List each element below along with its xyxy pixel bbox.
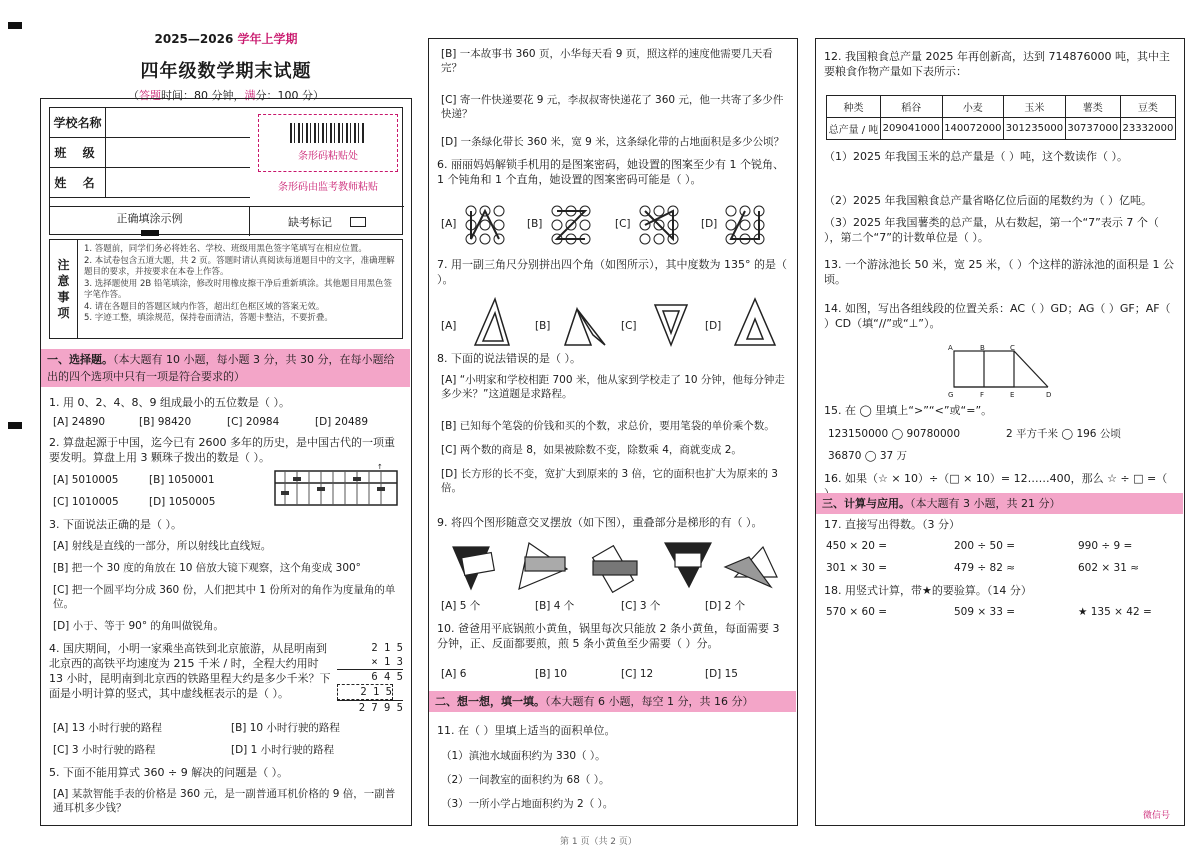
- question-1: 1. 用 0、2、4、8、9 组成最小的五位数是（ ）。: [49, 396, 290, 409]
- point-label: B: [980, 344, 985, 352]
- svg-text:↑: ↑: [377, 463, 383, 471]
- q8-option-d[interactable]: [D] 长方形的长不变，宽扩大到原来的 3 倍，它的面积也扩大为原来的 3 倍。: [441, 468, 778, 494]
- question-11: 11. 在（ ）里填上适当的面积单位。: [437, 724, 616, 737]
- absent-checkbox[interactable]: [350, 217, 366, 227]
- school-row: [50, 108, 250, 138]
- calc-line: 6 4 5: [371, 671, 403, 683]
- table-cell: 玉米: [1004, 96, 1066, 118]
- q6-option-a[interactable]: [A]: [441, 218, 457, 230]
- registration-mark: [8, 22, 22, 29]
- note-item: 4. 请在各题目的答题区域内作答，超出红色框区域的答案无效。: [84, 301, 325, 312]
- table-cell: 209041000: [880, 118, 942, 140]
- question-16: 16. 如果（☆ × 10）÷（□ × 10）= 12……400，那么 ☆ ÷ □ =（: [824, 472, 1168, 485]
- note-item: 5. 字迹工整，填涂规范，保持卷面清洁，答题卡整洁，不要折叠。: [84, 313, 333, 323]
- q18-item: 570 × 60 =: [826, 606, 888, 618]
- q9-option-b[interactable]: [B] 4 个: [535, 600, 575, 612]
- table-cell: 稻谷: [880, 96, 942, 118]
- q17-item: 200 ÷ 50 =: [954, 540, 1016, 552]
- section-desc: （本大题有 6 小题，每空 1 分，共 16 分）: [545, 695, 754, 708]
- q2-option-d[interactable]: [D] 1050005: [149, 496, 216, 508]
- grain-table: [826, 95, 1176, 140]
- q11-item: （2）一间教室的面积约为 68（ ）。: [441, 774, 610, 786]
- q17-item: 450 × 20 =: [826, 540, 888, 552]
- question-9: 9. 将四个图形随意交叉摆放（如下图），重叠部分是梯形的有（ ）。: [437, 516, 763, 529]
- note-item: 3. 选择题使用 2B 铅笔填涂，修改时用橡皮擦干净后重新填涂。其他题目用黑色签字笔作答。: [84, 278, 392, 300]
- year-prefix: 2025—2026: [154, 32, 234, 46]
- q7-option-d[interactable]: [D]: [705, 320, 722, 332]
- abacus-icon: [273, 463, 399, 509]
- overlap-figures: [449, 539, 779, 595]
- q3-option-b[interactable]: [B] 把一个 30 度的角放在 10 倍放大镜下观察，这个角变成 300°: [53, 562, 361, 574]
- table-cell: 301235000: [1004, 118, 1066, 140]
- notes-char: 事: [57, 290, 70, 304]
- question-6: 6. 丽丽妈妈解锁手机用的是图案密码，她设置的图案至少有 1 个锐角、1 个钝角和 1 个直角，她设置的图案密码可能是（ ）。: [437, 158, 784, 186]
- section-2-header: [429, 691, 796, 712]
- q15-item: 123150000 ◯ 90780000: [828, 428, 960, 440]
- q10-option-a[interactable]: [A] 6: [441, 668, 467, 680]
- question-8: 8. 下面的说法错误的是（ ）。: [437, 352, 581, 365]
- school-year: [40, 30, 412, 47]
- year-suffix: 学年上学期: [237, 32, 298, 46]
- q11-item: （3）一所小学占地面积约为 2（ ）。: [441, 798, 614, 810]
- q8-option-b[interactable]: [B] 已知每个笔袋的价钱和买的个数，求总价，要用笔袋的单价乘个数。: [441, 420, 775, 432]
- q4-option-b[interactable]: [B] 10 小时行驶的路程: [231, 722, 340, 734]
- q17-item: 602 × 31 ≈: [1078, 562, 1140, 574]
- q10-option-d[interactable]: [D] 15: [705, 668, 738, 680]
- point-label: A: [948, 344, 953, 352]
- question-18: 18. 用竖式计算，带★的要验算。（14 分）: [824, 584, 1032, 597]
- table-row: [827, 118, 1176, 140]
- student-info-box: [49, 107, 403, 235]
- page-number: 第 1 页（共 2 页）: [560, 837, 637, 847]
- q4-vertical-calc: [337, 641, 403, 715]
- column-3: [815, 38, 1185, 826]
- notes-list: [84, 244, 398, 325]
- section-3-header: [816, 493, 1183, 514]
- calc-line: 2 1 5: [371, 642, 403, 654]
- column-1: [40, 98, 412, 826]
- note-item: 1. 答题前，同学们务必将姓名、学校、班级用黑色签字笔填写在相应位置。: [84, 244, 367, 254]
- q18-item: ★ 135 × 42 =: [1078, 606, 1152, 618]
- section-desc: （本大题有 10 小题，每小题 3 分，共 30 分，在每小题给出的四个选项中只有一项是符合要求的）: [47, 353, 395, 383]
- question-10: 10. 爸爸用平底锅煎小黄鱼，锅里每次只能放 2 条小黄鱼，每面需要 3 分钟，正、反面都要煎，煎 5 条小黄鱼至少需要（ ）分。: [437, 622, 780, 650]
- fill-example: [50, 206, 250, 236]
- exam-meta: （答题时间：80 分钟，满分：100 分）: [128, 89, 324, 102]
- absent-mark: [250, 206, 404, 236]
- q5-option-a[interactable]: [A] 某款智能手表的价格是 360 元，是一副普通耳机价格的 9 倍，一副普通耳机多少钱？: [53, 788, 396, 814]
- q12-sub-3: （3）2025 年我国薯类的总产量，从右数起，第一个“7”表示 7 个（ ），第二个“7”的计数单位是（ ）。: [824, 216, 1159, 244]
- time-value: 时间：80 分钟，: [161, 89, 245, 102]
- section-title: 二、想一想，填一填。: [435, 695, 545, 708]
- table-cell: 豆类: [1120, 96, 1175, 118]
- calc-line: 2 1 5: [337, 684, 393, 700]
- class-row: [50, 138, 250, 168]
- q2-option-b[interactable]: [B] 1050001: [149, 474, 215, 486]
- name-row: [50, 168, 250, 198]
- notes-label: [50, 240, 78, 338]
- section-title: 三、计算与应用。: [822, 497, 910, 510]
- registration-mark: [8, 422, 22, 429]
- section-desc: （本大题有 3 小题，共 21 分）: [910, 497, 1061, 510]
- absent-label: 缺考标记: [288, 215, 332, 229]
- question-2: 2. 算盘起源于中国，迄今已有 2600 多年的历史，是中国古代的一项重要发明。算盘上用 3 颗珠子拨出的数是（ ）。: [49, 436, 395, 464]
- time-label: 答题: [139, 89, 161, 102]
- q2-option-c[interactable]: [C] 1010005: [53, 496, 119, 508]
- note-item: 2. 本试卷包含五道大题，共 2 页。答题时请认真阅读每道题目中的文字，准确理解题目的要求，并按要求在本卷上作答。: [84, 255, 395, 277]
- calc-line: × 1 3: [337, 655, 403, 670]
- class-label: 班 级: [50, 138, 106, 167]
- point-label: F: [980, 391, 985, 399]
- q1-option-a[interactable]: [A] 24890: [53, 416, 106, 428]
- question-15: 15. 在 ◯ 里填上“>”“<”或“=”。: [824, 404, 993, 417]
- fill-example-label: 正确填涂示例: [116, 212, 183, 225]
- q6-option-d[interactable]: [D]: [701, 218, 718, 230]
- q8-option-c[interactable]: [C] 两个数的商是 8，如果被除数不变，除数乘 4，商就变成 2。: [441, 444, 742, 456]
- score-label: 满: [244, 89, 256, 102]
- table-cell: 薯类: [1065, 96, 1120, 118]
- calc-line: 2 7 9 5: [337, 700, 403, 715]
- section-title: 一、选择题。: [47, 353, 113, 366]
- q4-option-d[interactable]: [D] 1 小时行驶的路程: [231, 744, 335, 756]
- column-2: [428, 38, 798, 826]
- notes-char: 注: [57, 258, 70, 272]
- point-label: E: [1010, 391, 1015, 399]
- barcode-icon: [290, 123, 366, 143]
- q6-option-c[interactable]: [C]: [615, 218, 631, 230]
- table-cell: 小麦: [942, 96, 1004, 118]
- q5-option-b[interactable]: [B] 一本故事书 360 页，小华每天看 9 页，照这样的速度他需要几天看完？: [441, 48, 773, 74]
- exam-header: [40, 30, 412, 103]
- q4-option-a[interactable]: [A] 13 小时行驶的路程: [53, 722, 162, 734]
- q17-item: 301 × 30 =: [826, 562, 888, 574]
- table-cell: 种类: [827, 96, 881, 118]
- q9-option-a[interactable]: [A] 5 个: [441, 600, 481, 612]
- q4-option-c[interactable]: [C] 3 小时行驶的路程: [53, 744, 156, 756]
- q1-option-b[interactable]: [B] 98420: [139, 416, 192, 428]
- watermark-stamp: 微信号: [1142, 811, 1170, 821]
- q3-option-d[interactable]: [D] 小于、等于 90° 的角叫做锐角。: [53, 620, 224, 632]
- q15-item: 36870 ◯ 37 万: [828, 450, 908, 462]
- q7-option-c[interactable]: [C]: [621, 320, 637, 332]
- q6-option-b[interactable]: [B]: [527, 218, 543, 230]
- filled-mark-icon: [141, 230, 159, 236]
- table-cell: 140072000: [942, 118, 1004, 140]
- q12-sub-1: （1）2025 年我国玉米的总产量是（ ）吨，这个数读作（ ）。: [824, 150, 1128, 163]
- section-1-header: [41, 349, 410, 387]
- table-cell: 总产量 / 吨: [827, 118, 881, 140]
- q1-option-d[interactable]: [D] 20489: [315, 416, 369, 428]
- q10-option-b[interactable]: [B] 10: [535, 668, 568, 680]
- q9-option-c[interactable]: [C] 3 个: [621, 600, 661, 612]
- q7-option-b[interactable]: [B]: [535, 320, 551, 332]
- q3-option-a[interactable]: [A] 射线是直线的一部分，所以射线比直线短。: [53, 540, 272, 552]
- point-label: D: [1046, 391, 1052, 399]
- point-label: G: [948, 391, 954, 399]
- q2-option-a[interactable]: [A] 5010005: [53, 474, 119, 486]
- point-label: C: [1010, 344, 1015, 352]
- question-14: 14. 如图，写出各组线段的位置关系：AC（ ）GD；AG（ ）GF；AF（ ）CD（填“//”或“⊥”）。: [824, 302, 1171, 330]
- q8-option-a[interactable]: [A] “小明家和学校相距 700 米，他从家到学校走了 10 分钟，他每分钟走多少米？”这道题是求路程。: [441, 374, 785, 400]
- q10-option-c[interactable]: [C] 12: [621, 668, 654, 680]
- pattern-lock-figures: [465, 201, 785, 251]
- q9-option-d[interactable]: [D] 2 个: [705, 600, 746, 612]
- q18-item: 509 × 33 =: [954, 606, 1016, 618]
- q7-option-a[interactable]: [A]: [441, 320, 457, 332]
- q17-item: 479 ÷ 82 ≈: [954, 562, 1016, 574]
- question-4: 4. 国庆期间，小明一家乘坐高铁到北京旅游，从昆明南到北京西的高铁平均速度为 215 千米 / 时，全程大约用时 13 小时，昆明南到北京西的铁路里程大约是多少千米？下面是小明计算的竖式，其中虚线框表示的是（ ）。: [49, 642, 331, 700]
- q11-item: （1）滇池水域面积约为 330（ ）。: [441, 750, 606, 762]
- notes-char: 项: [57, 306, 70, 320]
- q5-option-d[interactable]: [D] 一条绿化带长 360 米，宽 9 米，这条绿化带的占地面积是多少公顷？: [441, 136, 785, 148]
- q15-item: 2 平方千米 ◯ 196 公顷: [1006, 428, 1121, 440]
- q5-option-c[interactable]: [C] 寄一件快递要花 9 元，李叔叔寄快递花了 360 元，他一共寄了多少件快递？: [441, 94, 784, 120]
- segment-figure: [944, 343, 1056, 399]
- table-header-row: [827, 96, 1176, 118]
- notes-char: 意: [57, 274, 70, 288]
- barcode-note: 条形码由监考教师粘贴: [278, 182, 378, 193]
- name-label: 姓 名: [50, 168, 106, 197]
- notes-box: [49, 239, 403, 339]
- question-12: 12. 我国粮食总产量 2025 年再创新高，达到 714876000 吨，其中主要粮食作物产量如下表所示：: [824, 50, 1170, 78]
- school-label: 学校名称: [50, 108, 106, 137]
- barcode-label: 条形码粘贴处: [298, 151, 358, 162]
- table-cell: 30737000: [1065, 118, 1120, 140]
- question-17: 17. 直接写出得数。（3 分）: [824, 518, 960, 531]
- barcode-area: [258, 114, 398, 172]
- q12-sub-2: （2）2025 年我国粮食总产量省略亿位后面的尾数约为（ ）亿吨。: [824, 194, 1152, 207]
- question-7: 7. 用一副三角尺分别拼出四个角（如图所示），其中度数为 135° 的是（ ）。: [437, 258, 787, 286]
- question-13: 13. 一个游泳池长 50 米，宽 25 米，（ ）个这样的游泳池的面积是 1 公顷。: [824, 258, 1174, 286]
- q3-option-c[interactable]: [C] 把一个圆平均分成 360 份，人们把其中 1 份所对的角作为度量角的单位。: [53, 584, 396, 610]
- table-cell: 23332000: [1120, 118, 1175, 140]
- question-3: 3. 下面说法正确的是（ ）。: [49, 518, 182, 531]
- q1-option-c[interactable]: [C] 20984: [227, 416, 280, 428]
- q17-item: 990 ÷ 9 =: [1078, 540, 1133, 552]
- score-value: 分：100 分: [255, 89, 313, 102]
- question-5: 5. 下面不能用算式 360 ÷ 9 解决的问题是（ ）。: [49, 766, 289, 779]
- exam-title: 四年级数学期末试题: [140, 61, 312, 82]
- triangle-ruler-figures: [465, 295, 795, 349]
